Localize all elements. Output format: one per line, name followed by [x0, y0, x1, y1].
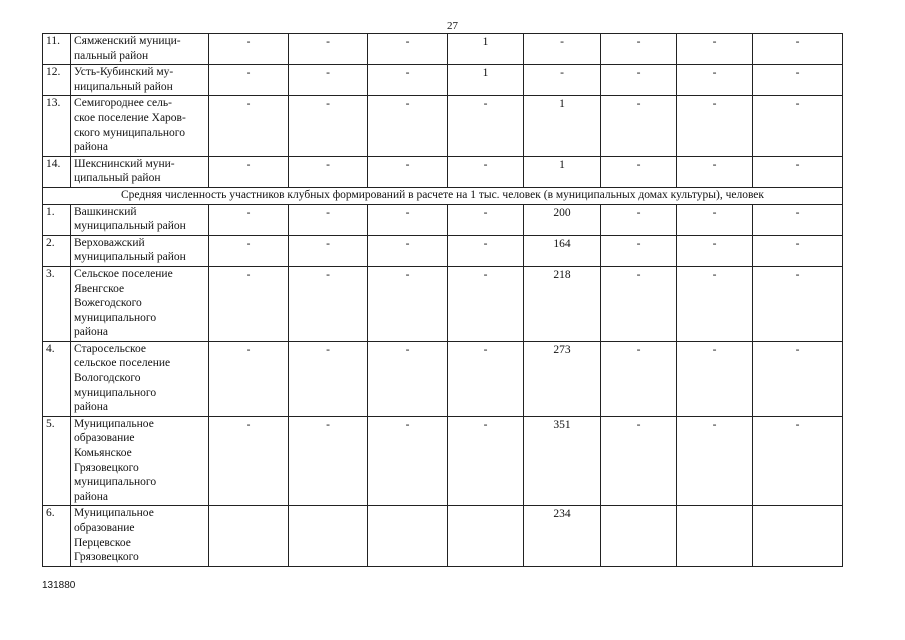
row-number: 14.	[43, 156, 71, 187]
cell-value: -	[326, 206, 330, 219]
row-number: 2.	[43, 235, 71, 266]
value-cell	[368, 506, 448, 566]
cell-value: -	[246, 418, 251, 431]
value-cell	[677, 65, 753, 96]
cell-value: 200	[553, 206, 571, 219]
page-number: 27	[447, 20, 458, 32]
value-cell	[448, 235, 524, 266]
cell-value: -	[636, 206, 641, 219]
row-number: 4.	[43, 341, 71, 416]
value-cell	[677, 34, 753, 65]
cell-value: -	[326, 36, 330, 48]
value-cell	[289, 96, 368, 156]
value-cell	[753, 96, 843, 156]
row-number: 6.	[43, 506, 71, 566]
municipality-name: Старосельское сельское поселение Вологодского муниципального района	[71, 341, 209, 416]
value-cell	[677, 506, 753, 566]
value-cell	[677, 341, 753, 416]
municipality-name: Муниципальное образование Перцевское Грязовецкого	[71, 506, 209, 566]
row-number: 11.	[43, 34, 71, 65]
cell-value: -	[326, 343, 330, 356]
value-cell	[524, 341, 601, 416]
value-cell	[677, 235, 753, 266]
cell-value: -	[636, 158, 641, 171]
value-cell	[753, 65, 843, 96]
cell-value: -	[795, 237, 800, 250]
value-cell	[524, 235, 601, 266]
municipality-name: Верховажский муниципальный район	[71, 235, 209, 266]
value-cell	[601, 96, 677, 156]
subheader-row	[43, 187, 843, 204]
cell-value: -	[712, 67, 717, 80]
section-subheader: Средняя численность участников клубных формирований в расчете на 1 тыс. человек (в муниципальных домах культуры), человек	[43, 187, 843, 204]
value-cell	[601, 204, 677, 235]
value-cell	[289, 65, 368, 96]
value-cell	[753, 156, 843, 187]
cell-value: -	[795, 67, 800, 80]
value-cell	[753, 235, 843, 266]
value-cell	[289, 204, 368, 235]
table-row	[43, 65, 843, 96]
value-cell	[209, 235, 289, 266]
value-cell	[368, 416, 448, 506]
value-cell	[524, 506, 601, 566]
row-number: 3.	[43, 266, 71, 341]
table-row	[43, 235, 843, 266]
cell-value: -	[712, 268, 717, 281]
value-cell	[209, 156, 289, 187]
value-cell	[601, 34, 677, 65]
cell-value: -	[405, 36, 410, 48]
cell-value: 1	[482, 36, 489, 48]
cell-value: -	[326, 98, 330, 111]
value-cell	[677, 266, 753, 341]
municipality-name: Вашкинский муниципальный район	[71, 204, 209, 235]
cell-value: -	[483, 158, 488, 171]
cell-value: -	[712, 343, 717, 356]
cell-value: -	[795, 418, 800, 431]
cell-value: -	[795, 158, 800, 171]
value-cell	[448, 34, 524, 65]
cell-value: -	[483, 343, 488, 356]
municipality-name: Сельское поселение Явенгское Вожегодского муниципального района	[71, 266, 209, 341]
table-row	[43, 266, 843, 341]
cell-value: -	[246, 36, 251, 48]
municipality-name: Сямженский муници- пальный район	[71, 34, 209, 65]
value-cell	[209, 65, 289, 96]
cell-value: 273	[553, 343, 571, 356]
table-row	[43, 204, 843, 235]
value-cell	[289, 156, 368, 187]
cell-value: -	[795, 98, 800, 111]
cell-value: -	[712, 36, 717, 48]
cell-value: -	[795, 36, 800, 48]
cell-value: -	[405, 158, 410, 171]
table-row	[43, 416, 843, 506]
cell-value: -	[405, 343, 410, 356]
cell-value: 234	[553, 508, 571, 521]
value-cell	[677, 96, 753, 156]
value-cell	[209, 341, 289, 416]
value-cell	[289, 266, 368, 341]
cell-value: -	[636, 237, 641, 250]
value-cell	[209, 204, 289, 235]
table-row	[43, 96, 843, 156]
cell-value: -	[636, 67, 641, 80]
value-cell	[368, 96, 448, 156]
cell-value: -	[246, 343, 251, 356]
table-section-top	[43, 34, 843, 188]
cell-value: -	[246, 67, 251, 80]
value-cell	[368, 266, 448, 341]
row-number: 5.	[43, 416, 71, 506]
value-cell	[368, 34, 448, 65]
value-cell	[209, 96, 289, 156]
value-cell	[289, 341, 368, 416]
value-cell	[209, 506, 289, 566]
value-cell	[753, 506, 843, 566]
value-cell	[601, 341, 677, 416]
cell-value: 351	[553, 418, 571, 431]
cell-value: -	[246, 98, 251, 111]
value-cell	[524, 65, 601, 96]
cell-value: -	[560, 36, 564, 48]
value-cell	[753, 204, 843, 235]
municipality-name: Шекснинский муни- ципальный район	[71, 156, 209, 187]
cell-value: -	[326, 418, 330, 431]
value-cell	[448, 266, 524, 341]
cell-value: -	[246, 206, 251, 219]
document-id: 131880	[42, 580, 76, 591]
value-cell	[289, 416, 368, 506]
value-cell	[601, 266, 677, 341]
value-cell	[677, 156, 753, 187]
table-section-subheader	[43, 187, 843, 204]
cell-value: -	[636, 36, 641, 48]
cell-value: -	[712, 206, 717, 219]
cell-value: -	[712, 237, 717, 250]
value-cell	[753, 341, 843, 416]
value-cell	[209, 266, 289, 341]
cell-value: -	[246, 158, 251, 171]
value-cell	[601, 156, 677, 187]
table-row	[43, 156, 843, 187]
value-cell	[601, 235, 677, 266]
cell-value: -	[405, 206, 410, 219]
data-table	[42, 33, 843, 567]
cell-value: 164	[553, 237, 571, 250]
municipality-name: Муниципальное образование Комьянское Грязовецкого муниципального района	[71, 416, 209, 506]
municipality-name: Усть-Кубинский му- ниципальный район	[71, 65, 209, 96]
table-row	[43, 506, 843, 566]
cell-value: -	[483, 418, 488, 431]
value-cell	[289, 235, 368, 266]
value-cell	[677, 416, 753, 506]
cell-value: -	[712, 158, 717, 171]
value-cell	[601, 506, 677, 566]
table-section-bottom	[43, 204, 843, 566]
value-cell	[601, 416, 677, 506]
value-cell	[753, 266, 843, 341]
value-cell	[368, 156, 448, 187]
cell-value: -	[405, 268, 410, 281]
cell-value: -	[483, 98, 488, 111]
value-cell	[368, 65, 448, 96]
cell-value: -	[326, 158, 330, 171]
value-cell	[368, 235, 448, 266]
value-cell	[753, 416, 843, 506]
value-cell	[524, 266, 601, 341]
cell-value: -	[483, 206, 488, 219]
cell-value: -	[483, 268, 488, 281]
value-cell	[368, 204, 448, 235]
cell-value: -	[795, 206, 800, 219]
cell-value: -	[712, 418, 717, 431]
cell-value: 1	[559, 158, 565, 171]
value-cell	[524, 416, 601, 506]
cell-value: -	[405, 418, 410, 431]
table-row	[43, 34, 843, 65]
cell-value: 1	[559, 98, 565, 111]
value-cell	[524, 156, 601, 187]
value-cell	[448, 341, 524, 416]
value-cell	[289, 506, 368, 566]
value-cell	[209, 34, 289, 65]
cell-value: -	[405, 67, 410, 80]
value-cell	[753, 34, 843, 65]
value-cell	[448, 506, 524, 566]
cell-value: -	[246, 237, 251, 250]
cell-value: -	[636, 98, 641, 111]
cell-value: 1	[482, 67, 489, 80]
value-cell	[448, 96, 524, 156]
value-cell	[289, 34, 368, 65]
cell-value: -	[636, 268, 641, 281]
cell-value: -	[326, 237, 330, 250]
value-cell	[524, 96, 601, 156]
row-number: 13.	[43, 96, 71, 156]
row-number: 1.	[43, 204, 71, 235]
cell-value: -	[795, 268, 800, 281]
value-cell	[524, 204, 601, 235]
cell-value: -	[712, 98, 717, 111]
value-cell	[524, 34, 601, 65]
value-cell	[368, 341, 448, 416]
cell-value: 218	[553, 268, 571, 281]
table-row	[43, 341, 843, 416]
value-cell	[448, 156, 524, 187]
cell-value: -	[636, 343, 641, 356]
cell-value: -	[405, 237, 410, 250]
cell-value: -	[560, 67, 564, 80]
value-cell	[601, 65, 677, 96]
cell-value: -	[246, 268, 251, 281]
value-cell	[448, 204, 524, 235]
municipality-name: Семигороднее сель- ское поселение Харов- ского муниципального района	[71, 96, 209, 156]
row-number: 12.	[43, 65, 71, 96]
cell-value: -	[636, 418, 641, 431]
cell-value: -	[795, 343, 800, 356]
value-cell	[209, 416, 289, 506]
value-cell	[677, 204, 753, 235]
cell-value: -	[326, 67, 330, 80]
value-cell	[448, 65, 524, 96]
value-cell	[448, 416, 524, 506]
cell-value: -	[326, 268, 330, 281]
cell-value: -	[405, 98, 410, 111]
cell-value: -	[483, 237, 488, 250]
